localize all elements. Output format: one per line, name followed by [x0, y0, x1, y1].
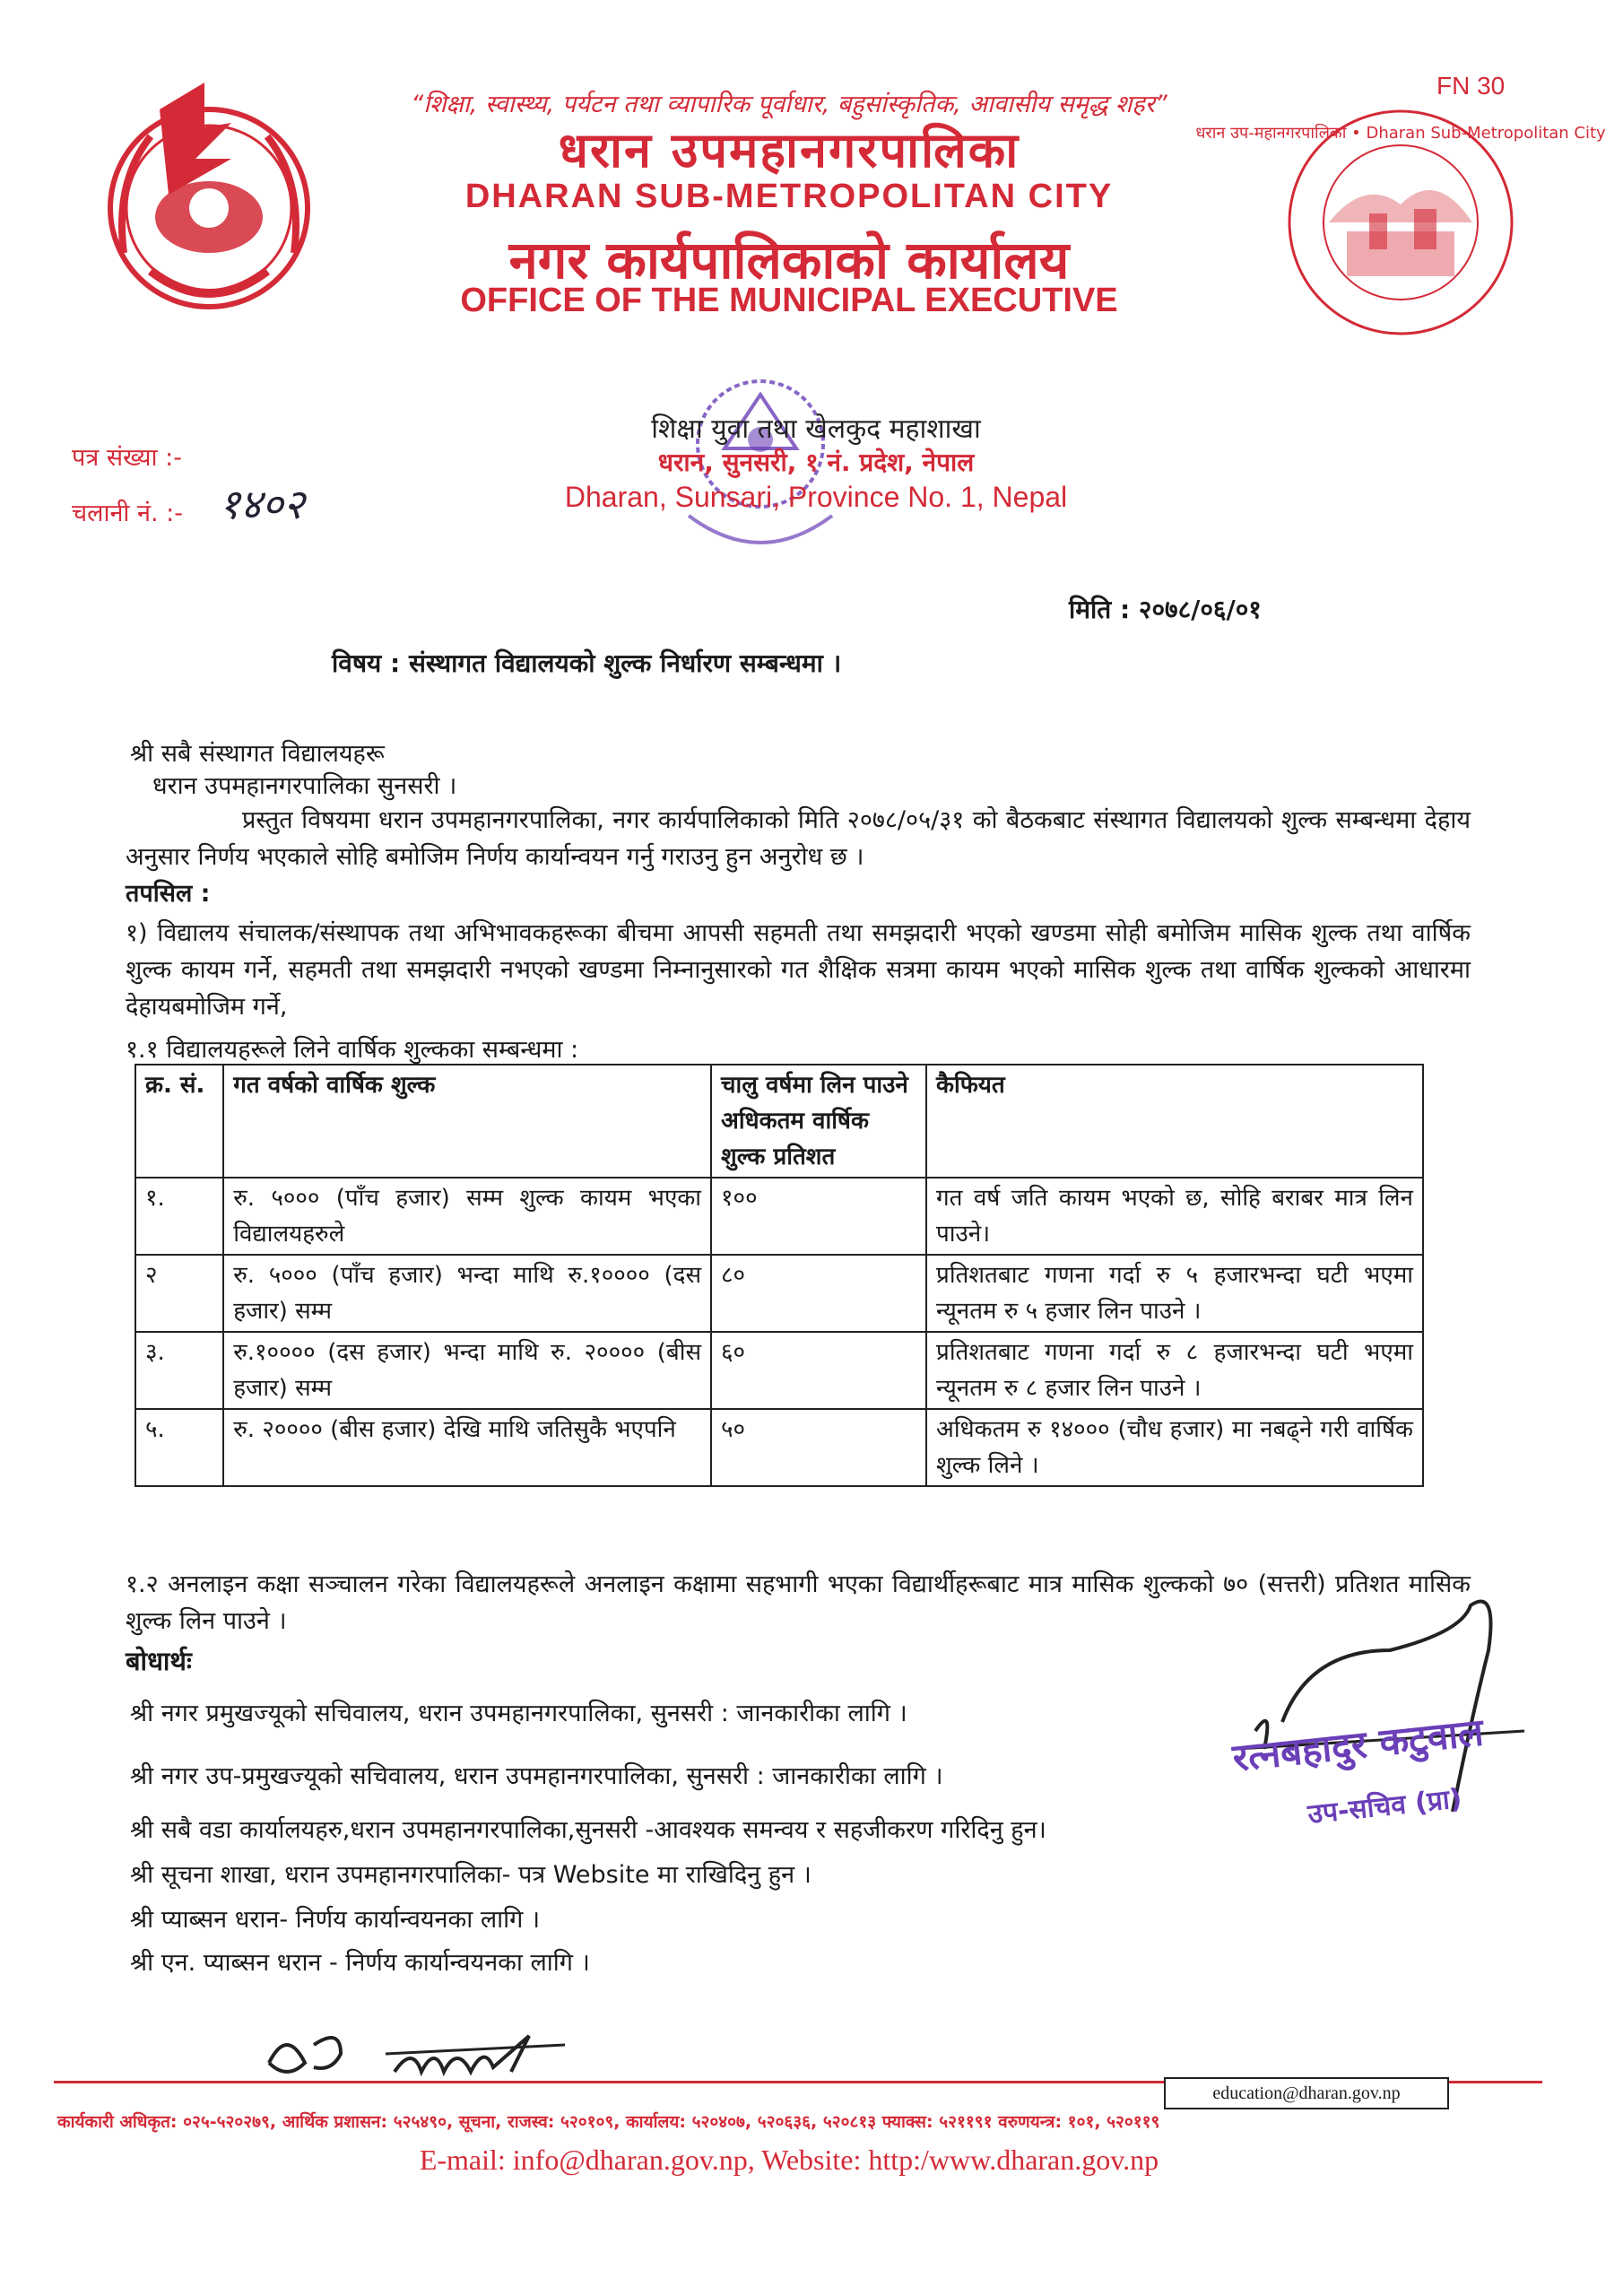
- header-previous-fee: गत वर्षको वार्षिक शुल्क: [223, 1065, 711, 1178]
- cc-item: श्री सूचना शाखा, धरान उपमहानगरपालिका- पत्र Website मा राखिदिनु हुन ।: [130, 1861, 812, 1889]
- cell-sn: १.: [135, 1178, 223, 1255]
- bodharth-heading: बोधार्थः: [126, 1646, 192, 1676]
- table-row: [135, 1332, 1423, 1409]
- initials-signature: [260, 2018, 601, 2099]
- cell-percent: ८०: [711, 1255, 926, 1332]
- office-title-nepali: नगर कार्यपालिकाको कार्यालय: [508, 230, 1070, 291]
- signatory-name: रत्नबहादुर कटुवाल: [1230, 1709, 1486, 1780]
- cell-remark: गत वर्ष जति कायम भएको छ, सोहि बराबर मात्र लिन पाउने।: [926, 1178, 1423, 1255]
- cell-remark: प्रतिशतबाट गणना गर्दा रु ५ हजारभन्दा घटी भएमा न्यूनतम रु ५ हजार लिन पाउने ।: [926, 1255, 1423, 1332]
- table-header-row: [135, 1065, 1423, 1178]
- patra-sankhya-label: पत्र संख्या :-: [72, 444, 182, 472]
- education-email-box: education@dharan.gov.np: [1164, 2077, 1449, 2109]
- cell-fee: रु. २०००० (बीस हजार) देखि माथि जतिसुकै भएपनि: [223, 1409, 711, 1486]
- addressee-line-2: धरान उपमहानगरपालिका सुनसरी ।: [152, 772, 457, 800]
- table-row: [135, 1409, 1423, 1486]
- header-remarks: कैफियत: [926, 1065, 1423, 1178]
- header-max-percent: चालु वर्षमा लिन पाउने अधिकतम वार्षिक शुल्क प्रतिशत: [711, 1065, 926, 1178]
- city-title-nepali: धरान उपमहानगरपालिका: [558, 122, 1020, 178]
- office-title-english: OFFICE OF THE MUNICIPAL EXECUTIVE: [460, 282, 1118, 319]
- chalani-number: १४०२: [219, 480, 305, 528]
- cell-percent: ५०: [711, 1409, 926, 1486]
- header-sn: क्र. सं.: [135, 1065, 223, 1178]
- cc-item: श्री प्याब्सन धरान- निर्णय कार्यान्वयनका लागि ।: [130, 1906, 541, 1934]
- cell-percent: ६०: [711, 1332, 926, 1409]
- city-motto: “शिक्षा, स्वास्थ्य, पर्यटन तथा व्यापारिक पूर्वाधार, बहुसांस्कृतिक, आवासीय समृद्ध शहर”: [411, 91, 1167, 118]
- cc-item: श्री एन. प्याब्सन धरान - निर्णय कार्यान्वयनका लागि ।: [130, 1949, 590, 1977]
- table-row: [135, 1178, 1423, 1255]
- right-seal-text: धरान उप-महानगरपालिका • Dharan Sub-Metropolitan City: [1195, 124, 1606, 143]
- cc-item: श्री नगर प्रमुखज्यूको सचिवालय, धरान उपमहानगरपालिका, सुनसरी : जानकारीका लागि ।: [130, 1700, 907, 1727]
- fee-table: [135, 1064, 1424, 1487]
- cell-remark: प्रतिशतबाट गणना गर्दा रु ८ हजारभन्दा घटी भएमा न्यूनतम रु ८ हजार लिन पाउने ।: [926, 1332, 1423, 1409]
- city-title-english: DHARAN SUB-METROPOLITAN CITY: [464, 178, 1114, 215]
- intro-paragraph: प्रस्तुत विषयमा धरान उपमहानगरपालिका, नगर कार्यपालिकाको मिति २०७८/०५/३१ को बैठकबाट संस्थागत विद्यालयको शुल्क सम्बन्धमा देहाय अनुसार निर्णय भएकाले सोहि बमोजिम निर्णय कार्यान्वयन गर्नु गराउनु हुन अनुरोध छ ।: [126, 806, 1471, 871]
- point-1-2: १.२ अनलाइन कक्षा सञ्चालन गरेका विद्यालयहरूले अनलाइन कक्षामा सहभागी भएका विद्यार्थीहरूबाट मात्र मासिक शुल्कको ७० (सत्तरी) प्रतिशत मासिक शुल्क लिन पाउने ।: [126, 1570, 1471, 1635]
- point-1: १) विद्यालय संचालक/संस्थापक तथा अभिभावकहरूका बीचमा आपसी सहमती तथा समझदारी भएको खण्डमा सोही बमोजिम मासिक शुल्क तथा वार्षिक शुल्क कायम गर्ने, सहमती तथा समझदारी नभएको खण्डमा निम्नानुसारको गत शैक्षिक सत्रमा कायम भएको मासिक शुल्क तथा वार्षिक शुल्कको आधारमा देहायबमोजिम गर्ने,: [126, 919, 1471, 1021]
- cell-sn: २: [135, 1255, 223, 1332]
- letter-date: मिति : २०७८/०६/०१: [1069, 595, 1262, 624]
- city-seal-logo: [1195, 106, 1606, 339]
- letter-subject: विषय : संस्थागत विद्यालयको शुल्क निर्धारण सम्बन्धमा ।: [332, 648, 842, 678]
- tapasil-heading: तपसिल :: [126, 880, 211, 908]
- footer-phones: कार्यकारी अधिकृत: ०२५-५२०२७९, आर्थिक प्रशासन: ५२५४९०, सूचना, राजस्व: ५२०१०९, कार्यालय: ५२०४०७, ५२०६३६, ५२०८१३ फ्याक्स: ५२११९१ वरुणयन्त्र: १०१, ५२०११९: [57, 2112, 1160, 2132]
- cell-remark: अधिकतम रु १४००० (चौध हजार) मा नबढ्ने गरी वार्षिक शुल्क लिने ।: [926, 1409, 1423, 1486]
- signatory-designation: उप-सचिव (प्रा): [1306, 1783, 1463, 1831]
- cc-item: श्री सबै वडा कार्यालयहरु,धरान उपमहानगरपालिका,सुनसरी -आवश्यक समन्वय र सहजीकरण गरिदिनु हुन।: [130, 1816, 1046, 1844]
- addressee-line-1: श्री सबै संस्थागत विद्यालयहरू: [130, 740, 385, 768]
- chalani-label: चलानी नं. :-: [72, 500, 183, 527]
- cell-percent: १००: [711, 1178, 926, 1255]
- nepal-emblem-logo: [97, 74, 321, 329]
- cell-fee: रु. ५००० (पाँच हजार) सम्म शुल्क कायम भएका विद्यालयहरुले: [223, 1178, 711, 1255]
- table-row: [135, 1255, 1423, 1332]
- form-code: FN 30: [1436, 72, 1506, 100]
- branch-address-nepali: धरान, सुनसरी, १ नं. प्रदेश, नेपाल: [657, 448, 975, 477]
- cell-sn: ३.: [135, 1332, 223, 1409]
- branch-address-english: Dharan, Sunsari, Province No. 1, Nepal: [564, 481, 1068, 513]
- cc-item: श्री नगर उप-प्रमुखज्यूको सचिवालय, धरान उपमहानगरपालिका, सुनसरी : जानकारीका लागि ।: [130, 1762, 943, 1790]
- branch-name: शिक्षा युवा तथा खेलकुद महाशाखा: [651, 413, 981, 445]
- cell-fee: रु.१०००० (दस हजार) भन्दा माथि रु. २०००० (बीस हजार) सम्म: [223, 1332, 711, 1409]
- cell-sn: ५.: [135, 1409, 223, 1486]
- cell-fee: रु. ५००० (पाँच हजार) भन्दा माथि रु.१०००० (दस हजार) सम्म: [223, 1255, 711, 1332]
- point-1-1: १.१ विद्यालयहरूले लिने वार्षिक शुल्कका सम्बन्धमा :: [126, 1036, 579, 1064]
- footer-contact: E-mail: info@dharan.gov.np, Website: http:/www.dharan.gov.np: [419, 2144, 1159, 2176]
